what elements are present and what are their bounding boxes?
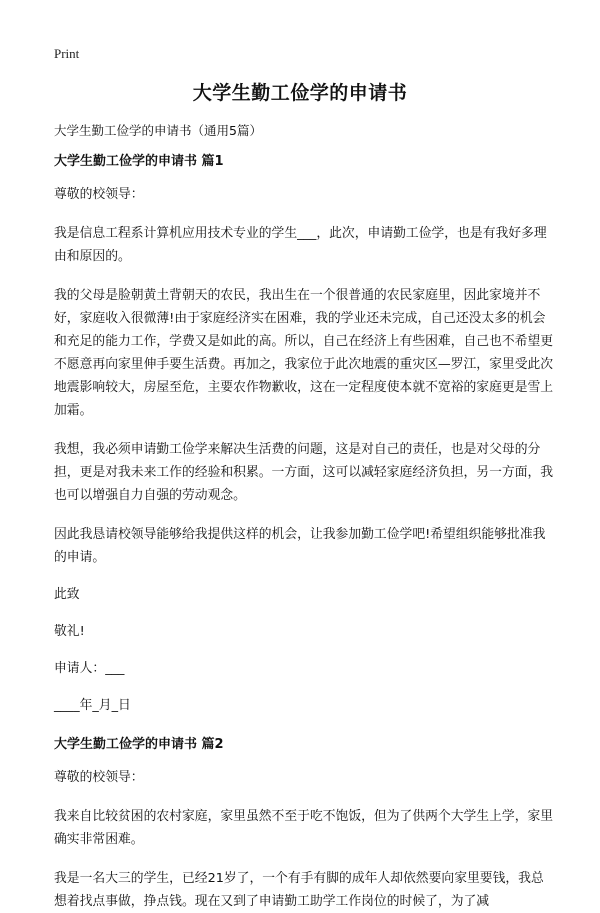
section-heading-1: 大学生勤工俭学的申请书 篇1 [54, 154, 224, 169]
paragraph: 我的父母是脸朝黄土背朝天的农民，我出生在一个很普通的农民家庭里，因此家境并不好，家庭收入很微薄!由于家庭经济实在困难，我的学业还未完成，自己还没太多的机会和充足的能力工作，学费又是如此的高。所以，自己在经济上有些困难，自己也不希望更不愿意再向家里伸手要生活费。再加之，我家位于此次地震的重灾区—罗江，家里受此次地震影响较大，房屋至危，主要农作物歉收，这在一定程度使本就不宽裕的家庭更是雪上加霜。 [54, 288, 554, 418]
signature-line: 申请人：___ [54, 661, 125, 676]
closing-line: 此致 [54, 587, 80, 602]
document-subtitle: 大学生勤工俭学的申请书（通用5篇） [54, 123, 262, 138]
paragraph: 因此我恳请校领导能够给我提供这样的机会，让我参加勤工俭学吧!希望组织能够批准我的申请。 [54, 527, 546, 565]
document-body [54, 150, 554, 913]
section-heading-2: 大学生勤工俭学的申请书 篇2 [54, 737, 224, 752]
paragraph: 我来自比较贫困的农村家庭，家里虽然不至于吃不饱饭，但为了供两个大学生上学，家里确实非常困难。 [54, 809, 554, 847]
paragraph: 我想，我必须申请勤工俭学来解决生活费的问题，这是对自己的责任，也是对父母的分担，更是对我未来工作的经验和积累。一方面，这可以减轻家庭经济负担，另一方面，我也可以增强自力自强的劳动观念。 [54, 442, 554, 503]
paragraph: 我是信息工程系计算机应用技术专业的学生___，此次，申请勤工俭学，也是有我好多理由和原因的。 [54, 226, 547, 264]
closing-line: 敬礼! [54, 624, 85, 639]
document-title: 大学生勤工俭学的申请书 [192, 82, 408, 104]
print-link[interactable]: Print [54, 46, 80, 61]
date-line: ____年_月_日 [54, 698, 131, 713]
paragraph: 我是一名大三的学生，已经21岁了，一个有手有脚的成年人却依然要向家里要钱，我总想着找点事做，挣点钱。现在又到了申请勤工助学工作岗位的时候了，为了减 [54, 871, 544, 909]
salutation: 尊敬的校领导： [54, 770, 144, 785]
salutation: 尊敬的校领导： [54, 187, 144, 202]
